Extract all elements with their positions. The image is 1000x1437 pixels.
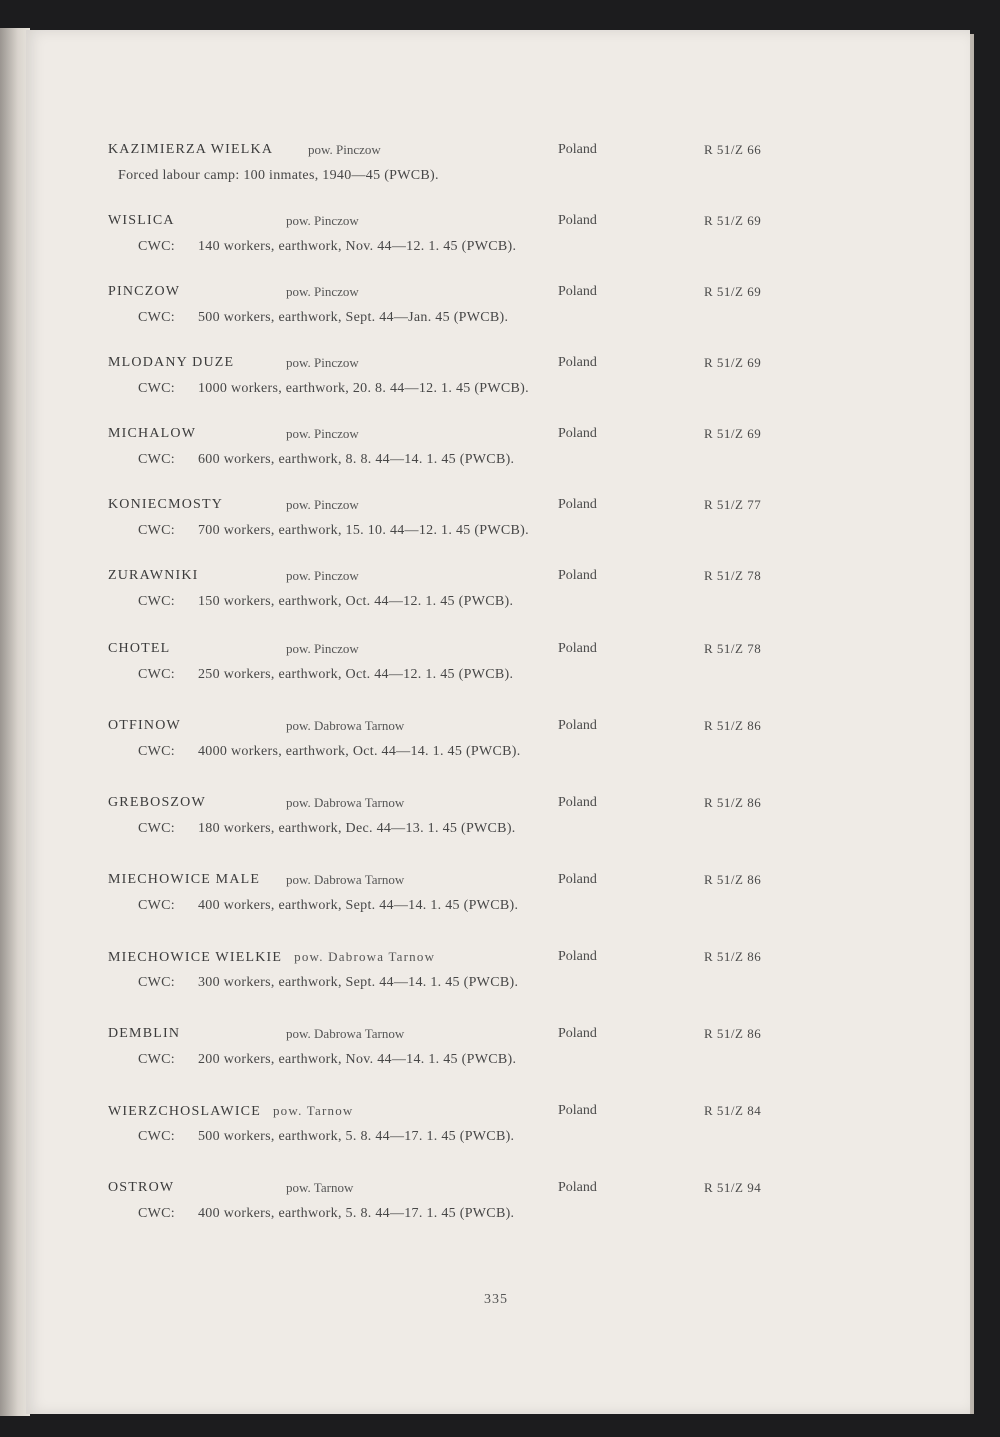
entry-detail: Forced labour camp: 100 inmates, 1940—45 (PWCB). [118,168,439,183]
reference-code: R 51/Z 86 [704,1026,762,1041]
district: pow. Pinczow [286,355,359,370]
entry-detail [138,1129,514,1145]
place-name: MICHALOW [108,426,197,441]
entry-header [26,1180,970,1202]
detail-label: CWC: [138,310,175,325]
detail-label: CWC: [138,1206,175,1221]
entry [26,1180,970,1240]
place-name: OTFINOW [108,718,181,733]
detail-text: 400 workers, earthwork, Sept. 44—14. 1. 45 (PWCB). [198,898,519,913]
district: pow. Pinczow [286,213,359,228]
detail-text: 150 workers, earthwork, Oct. 44—12. 1. 45 (PWCB). [198,594,514,609]
place-name [108,1103,354,1120]
country: Poland [558,1026,597,1041]
entry-header [26,497,970,519]
entry-detail [138,310,508,326]
entry-detail [138,523,529,539]
entry-header [26,355,970,377]
entry-detail [138,594,513,610]
entry-header [26,213,970,235]
country: Poland [558,497,597,512]
entry-detail [138,975,518,991]
entry-header [26,1103,970,1125]
country: Poland [558,284,597,299]
reference-code: R 51/Z 78 [704,568,762,583]
entry-detail-row [26,667,970,689]
detail-label: CWC: [138,975,175,990]
entry-header [26,641,970,663]
entry [26,213,970,273]
place-name: DEMBLIN [108,1026,181,1041]
entry-detail [138,239,516,255]
entry-detail-row [26,523,970,545]
district: pow. Pinczow [286,426,359,441]
reference-code: R 51/Z 94 [704,1180,762,1195]
place-name-text: MIECHOWICE WIELKIE [108,950,283,965]
entry [26,284,970,344]
entry-detail-row [26,1129,970,1151]
district: pow. Pinczow [286,497,359,512]
entry-detail [138,744,521,760]
detail-text: 200 workers, earthwork, Nov. 44—14. 1. 45 (PWCB). [198,1052,517,1067]
entry [26,718,970,778]
entry-header [26,142,970,164]
place-name: KAZIMIERZA WIELKA [108,142,274,157]
entry-detail [138,381,529,397]
entry [26,795,970,855]
entry-header [26,795,970,817]
entry-detail-row [26,1206,970,1228]
entry-header [26,872,970,894]
detail-text: 4000 workers, earthwork, Oct. 44—14. 1. 45 (PWCB). [198,744,521,759]
entry-detail-row [26,452,970,474]
entry [26,641,970,701]
detail-label: CWC: [138,239,175,254]
entry [26,1103,970,1163]
place-name: PINCZOW [108,284,181,299]
reference-code: R 51/Z 86 [704,795,762,810]
detail-label: CWC: [138,1052,175,1067]
entry-header [26,949,970,971]
page-number: 335 [484,1292,508,1307]
district: pow. Dabrowa Tarnow [286,1026,405,1041]
entry-header [26,1026,970,1048]
reference-code: R 51/Z 78 [704,641,762,656]
reference-code: R 51/Z 66 [704,142,762,157]
entry-detail [138,821,516,837]
entry-detail [138,1206,514,1222]
country: Poland [558,641,597,656]
entry [26,426,970,486]
place-name [108,949,435,966]
detail-text: 250 workers, earthwork, Oct. 44—12. 1. 45 (PWCB). [198,667,514,682]
country: Poland [558,872,597,887]
entry-detail-row [26,1052,970,1074]
detail-label: CWC: [138,898,175,913]
district: pow. Pinczow [308,142,381,157]
reference-code: R 51/Z 86 [704,949,762,964]
district: pow. Dabrowa Tarnow [286,795,405,810]
detail-text: 400 workers, earthwork, 5. 8. 44—17. 1. 45 (PWCB). [198,1206,515,1221]
detail-label: CWC: [138,594,175,609]
reference-code: R 51/Z 84 [704,1103,762,1118]
place-name: WISLICA [108,213,175,228]
detail-label: CWC: [138,381,175,396]
country: Poland [558,949,597,964]
place-name: GREBOSZOW [108,795,206,810]
country: Poland [558,213,597,228]
detail-text: 500 workers, earthwork, Sept. 44—Jan. 45 (PWCB). [198,310,509,325]
entry [26,949,970,1009]
district: pow. Dabrowa Tarnow [286,718,405,733]
detail-label: CWC: [138,452,175,467]
place-name: ZURAWNIKI [108,568,199,583]
reference-code: R 51/Z 69 [704,213,762,228]
entry [26,355,970,415]
entry-header [26,568,970,590]
detail-text: 140 workers, earthwork, Nov. 44—12. 1. 45 (PWCB). [198,239,517,254]
reference-code: R 51/Z 69 [704,284,762,299]
detail-label: CWC: [138,667,175,682]
detail-label: CWC: [138,821,175,836]
detail-text: 1000 workers, earthwork, 20. 8. 44—12. 1. 45 (PWCB). [198,381,529,396]
country: Poland [558,568,597,583]
place-name: MLODANY DUZE [108,355,235,370]
entry-detail-row [26,381,970,403]
entry [26,872,970,932]
entry-header [26,426,970,448]
detail-text: 300 workers, earthwork, Sept. 44—14. 1. 45 (PWCB). [198,975,519,990]
entry-detail [138,898,518,914]
reference-code: R 51/Z 77 [704,497,762,512]
country: Poland [558,142,597,157]
entry-detail-row [26,594,970,616]
district: pow. Dabrowa Tarnow [294,949,436,964]
district: pow. Pinczow [286,641,359,656]
reference-code: R 51/Z 86 [704,872,762,887]
entry-detail-row [26,239,970,261]
entry [26,568,970,628]
entry [26,142,970,202]
detail-text: 600 workers, earthwork, 8. 8. 44—14. 1. 45 (PWCB). [198,452,515,467]
reference-code: R 51/Z 69 [704,426,762,441]
entry [26,1026,970,1086]
district: pow. Tarnow [286,1180,354,1195]
entry-detail-row [26,168,970,190]
detail-text: 700 workers, earthwork, 15. 10. 44—12. 1. 45 (PWCB). [198,523,529,538]
document-page [26,30,970,1414]
entry-detail-row [26,975,970,997]
reference-code: R 51/Z 69 [704,355,762,370]
entry-header [26,284,970,306]
detail-text: 500 workers, earthwork, 5. 8. 44—17. 1. 45 (PWCB). [198,1129,515,1144]
entry-detail-row [26,744,970,766]
detail-label: CWC: [138,523,175,538]
country: Poland [558,795,597,810]
place-name: KONIECMOSTY [108,497,224,512]
detail-label: CWC: [138,1129,175,1144]
place-name: MIECHOWICE MALE [108,872,261,887]
entry-detail [138,667,513,683]
place-name: OSTROW [108,1180,175,1195]
district: pow. Tarnow [272,1103,354,1118]
reference-code: R 51/Z 86 [704,718,762,733]
district: pow. Pinczow [286,568,359,583]
country: Poland [558,355,597,370]
place-name-text: WIERZCHOSLAWICE [108,1104,261,1119]
district: pow. Pinczow [286,284,359,299]
entry-detail-row [26,310,970,332]
country: Poland [558,426,597,441]
country: Poland [558,1180,597,1195]
entry-detail-row [26,898,970,920]
entry [26,497,970,557]
country: Poland [558,718,597,733]
district: pow. Dabrowa Tarnow [286,872,405,887]
entry-detail [138,452,514,468]
place-name: CHOTEL [108,641,171,656]
detail-label: CWC: [138,744,175,759]
entry-header [26,718,970,740]
entry-detail [138,1052,516,1068]
country: Poland [558,1103,597,1118]
entry-detail-row [26,821,970,843]
detail-text: 180 workers, earthwork, Dec. 44—13. 1. 45 (PWCB). [198,821,516,836]
